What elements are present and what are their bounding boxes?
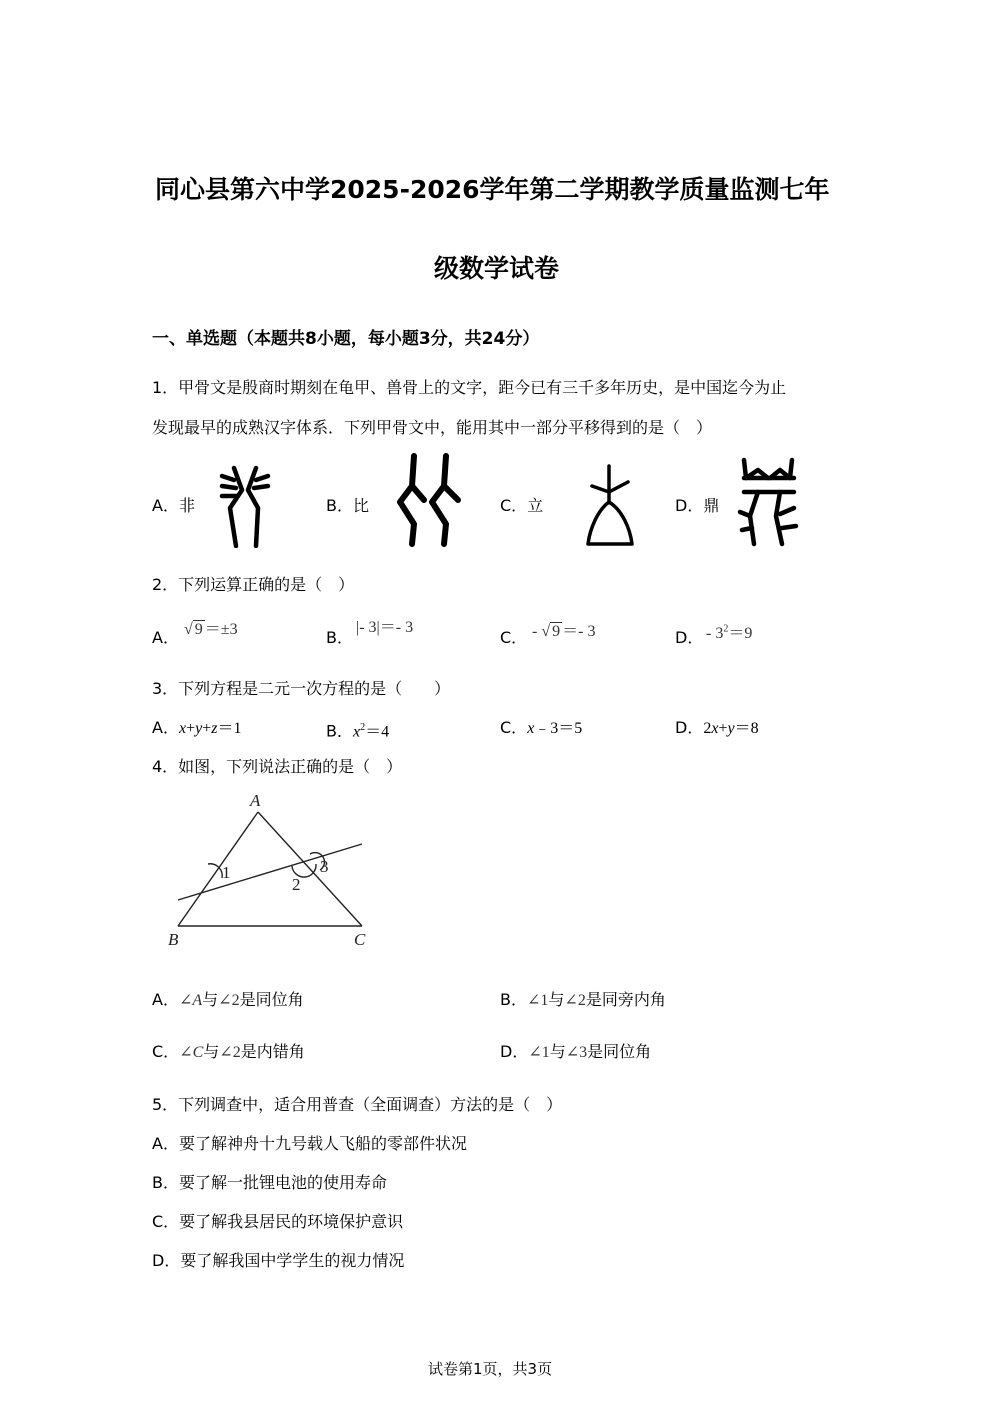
question-1-line2: 发现最早的成熟汉字体系．下列甲骨文中，能用其中一部分平移得到的是（ ） (152, 418, 713, 437)
exam-title-line2: 级数学试卷 (434, 254, 560, 283)
q5-option-a: A．要了解神舟十九号载人飞船的零部件状况 (152, 1134, 467, 1153)
option-label: A． (152, 496, 179, 515)
angle-3: ∠3 (565, 1044, 588, 1061)
expr-rest: ＝8 (734, 720, 759, 737)
q3-option-a (152, 718, 241, 739)
var-x: x (527, 720, 535, 737)
triangle-edge-ac (258, 812, 362, 926)
expr-rest: ＝±3 (204, 621, 238, 638)
question-2-stem: 2．下列运算正确的是（ ） (152, 575, 355, 594)
q2-option-d-label: D． (675, 628, 704, 647)
exponent: 2 (723, 623, 729, 635)
base: - 3 (706, 625, 724, 642)
radicand: 9 (552, 623, 561, 640)
option-desc: 是内错角 (240, 1042, 305, 1061)
option-label: C． (152, 1042, 180, 1061)
q4-option-d (500, 1042, 651, 1063)
expr-rest: ﹣3＝5 (534, 720, 583, 737)
angle-1: ∠1 (528, 1044, 550, 1061)
abs-bar-icon: | (376, 619, 380, 636)
oracle-glyph-fei (212, 462, 278, 548)
q2-option-d-expr (706, 620, 752, 643)
q1-option-a (152, 496, 195, 516)
oracle-glyph-ding (736, 456, 802, 550)
option-char: 非 (178, 496, 195, 515)
sqrt-icon: √ (541, 623, 551, 640)
angle-3-label: 3 (320, 857, 329, 876)
word-and: 与 (203, 1042, 220, 1061)
sqrt-icon: √ (184, 621, 193, 638)
oracle-glyph-li (580, 462, 638, 548)
option-desc: 是同旁内角 (585, 990, 666, 1009)
q1-option-b (326, 496, 369, 516)
vertex-c-label: C (354, 930, 366, 949)
option-label: C． (500, 718, 528, 737)
transversal-line (178, 844, 362, 900)
triangle-figure (160, 788, 390, 962)
abs-bar-icon: | (356, 619, 360, 636)
angle-2-label: 2 (292, 875, 301, 894)
neg-sign: - (532, 623, 542, 640)
word-and: 与 (549, 1042, 566, 1061)
expr-rest: ＝4 (365, 723, 390, 741)
vertex-b-label: B (168, 930, 179, 949)
q2-option-b-label: B． (326, 628, 353, 647)
plus: + (718, 720, 728, 737)
abs-inner: - 3 (359, 619, 377, 636)
q4-option-c (152, 1042, 305, 1063)
plus: + (186, 720, 196, 737)
var-x: x (711, 720, 719, 737)
option-char: 立 (527, 496, 544, 515)
question-1-line1: 1．甲骨文是殷商时期刻在龟甲、兽骨上的文字，距今已有三千多年历史，是中国迄今为止 (152, 378, 787, 397)
option-label: A． (152, 718, 179, 737)
plus: + (202, 720, 212, 737)
exponent: 2 (360, 722, 366, 733)
var-x: x (178, 720, 187, 737)
option-char: 鼎 (703, 496, 720, 515)
angle-2: ∠2 (564, 992, 586, 1009)
oracle-glyph-bi (392, 452, 466, 548)
angle-1: ∠1 (526, 992, 549, 1009)
option-label: B． (326, 496, 353, 515)
angle-2: ∠2 (219, 1044, 241, 1061)
option-label: B． (326, 721, 353, 741)
vertex-a-label: A (250, 791, 261, 810)
q5-option-c: C．要了解我县居民的环境保护意识 (152, 1212, 404, 1231)
option-label: C． (500, 496, 528, 515)
q3-option-d (675, 718, 759, 739)
question-4-stem: 4．如图，下列说法正确的是（ ） (152, 757, 403, 776)
q1-option-c (500, 496, 543, 516)
triangle-edge-ab (178, 812, 258, 926)
var-y: y (195, 720, 203, 737)
angle-a: ∠A (178, 992, 203, 1009)
q1-option-d (675, 496, 719, 516)
q5-option-b: B．要了解一批锂电池的使用寿命 (152, 1173, 387, 1192)
angle-1-label: 1 (222, 863, 231, 882)
q3-option-b (326, 718, 389, 742)
option-desc: 是同位角 (239, 990, 304, 1009)
question-5-stem: 5．下列调查中，适合用普查（全面调查）方法的是（ ） (152, 1095, 563, 1114)
question-3-stem: 3．下列方程是二元一次方程的是（ ） (152, 679, 451, 698)
q3-option-c (500, 718, 582, 739)
var-x: x (352, 723, 361, 741)
option-desc: 是同位角 (587, 1042, 652, 1061)
var-y: y (727, 720, 735, 737)
angle-2: ∠2 (218, 992, 240, 1009)
expr-rest: ＝- 3 (379, 619, 414, 636)
exam-title-line1: 同心县第六中学2025-2026学年第二学期教学质量监测七年 (155, 175, 830, 204)
q2-option-b-expr (356, 614, 413, 637)
q5-option-d: D．要了解我国中学学生的视力情况 (152, 1251, 405, 1270)
expr-rest: ＝1 (217, 720, 242, 737)
word-and: 与 (548, 990, 565, 1009)
angle-c: ∠C (179, 1044, 204, 1061)
q2-option-a-expr (184, 616, 238, 639)
q2-option-c-expr (532, 618, 595, 641)
coef: 2 (703, 720, 712, 737)
radicand: 9 (194, 621, 203, 638)
q4-option-a (152, 990, 304, 1011)
q2-option-c-label: C． (500, 628, 528, 647)
option-char: 比 (352, 496, 369, 515)
option-label: A． (152, 990, 179, 1009)
expr-rest: ＝9 (728, 625, 753, 642)
option-label: B． (500, 990, 527, 1009)
q4-option-b (500, 990, 666, 1011)
option-label: D． (675, 718, 704, 737)
section-heading: 一、单选题（本题共8小题，每小题3分，共24分） (152, 329, 540, 349)
q2-option-a-label: A． (152, 628, 179, 647)
option-label: D． (675, 496, 704, 515)
var-z: z (211, 720, 218, 737)
option-label: D． (500, 1042, 529, 1061)
expr-rest: ＝- 3 (562, 623, 596, 640)
page-footer: 试卷第1页，共3页 (428, 1360, 553, 1378)
word-and: 与 (202, 990, 219, 1009)
